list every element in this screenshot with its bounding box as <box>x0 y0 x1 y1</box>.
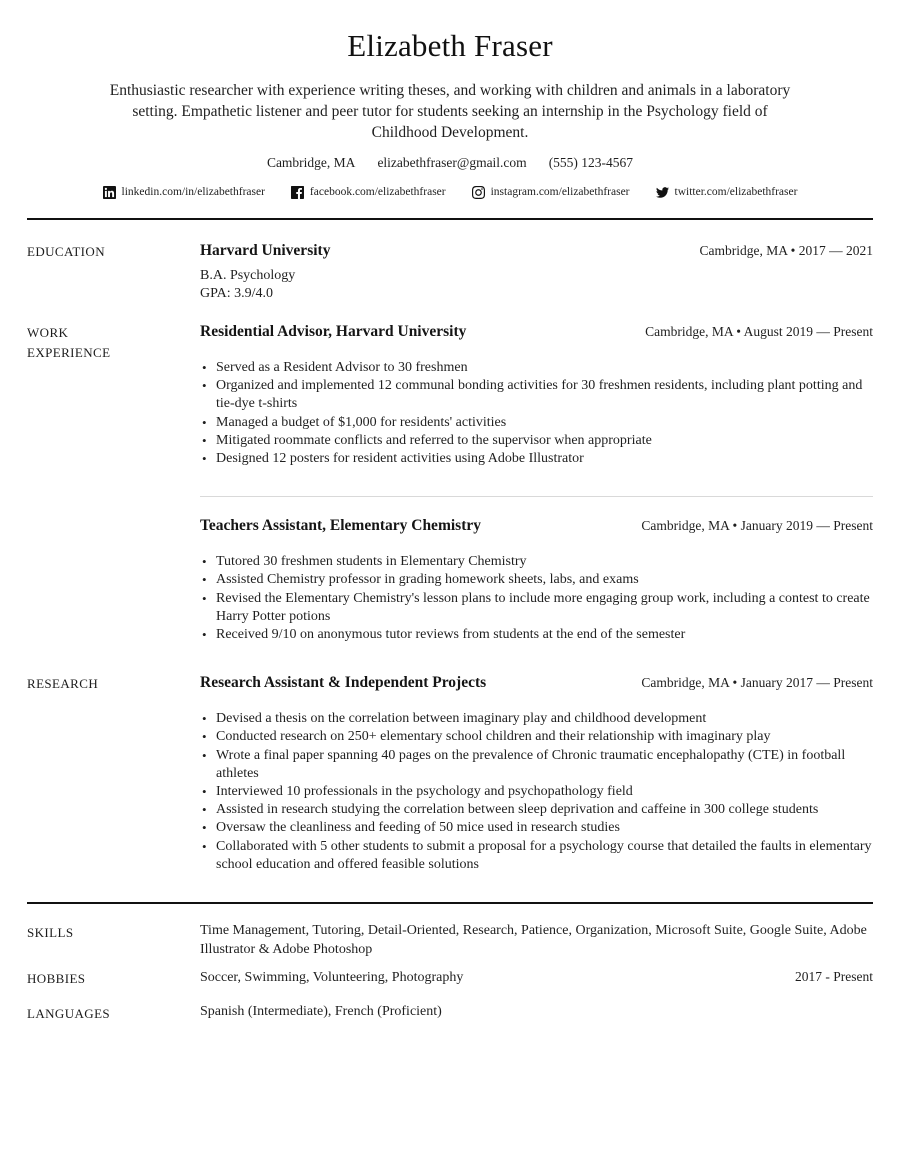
hobbies-date: 2017 - Present <box>795 969 873 985</box>
section-skills <box>27 922 873 959</box>
bullet-item: • Organized and implemented 12 communal bonding activities for 30 freshmen residents, including plant potting and tie-dye t-shirts <box>200 377 873 413</box>
instagram-icon <box>472 186 485 199</box>
work-entry-2-date: Cambridge, MA • January 2019 — Present <box>641 518 873 534</box>
section-label-work: WORK EXPERIENCE <box>27 325 111 360</box>
bullet-item: • Collaborated with 5 other students to submit a proposal for a psychology course that detailed the faults in elementary school education and offered feasible solutions <box>200 838 873 874</box>
work-entry-1 <box>200 321 873 468</box>
education-title: Harvard University <box>200 242 331 259</box>
social-instagram-label: instagram.com/elizabethfraser <box>490 186 630 198</box>
social-linkedin <box>103 184 265 200</box>
bullet-item: • Designed 12 posters for resident activities using Adobe Illustrator <box>200 450 873 468</box>
social-facebook-label: facebook.com/elizabethfraser <box>309 186 446 198</box>
hobbies-text: Soccer, Swimming, Volunteering, Photography <box>200 970 464 986</box>
section-education <box>27 240 873 303</box>
section-research <box>27 672 873 874</box>
languages-text: Spanish (Intermediate), French (Proficient) <box>200 1004 442 1020</box>
footer-divider <box>27 902 873 904</box>
section-label-research: RESEARCH <box>27 676 99 692</box>
work-entry-2 <box>200 515 873 644</box>
research-bullets <box>200 710 873 874</box>
contact-row <box>27 154 873 172</box>
work-entry-1-date: Cambridge, MA • August 2019 — Present <box>645 324 873 339</box>
facebook-icon <box>291 186 304 199</box>
research-date: Cambridge, MA • January 2017 — Present <box>641 675 873 691</box>
bullet-item: • Received 9/10 on anonymous tutor reviews from students at the end of the semester <box>200 626 873 644</box>
bullet-item: • Assisted Chemistry professor in grading homework sheets, labs, and exams <box>200 571 873 589</box>
work-entry-2-title: Teachers Assistant, Elementary Chemistry <box>200 517 481 535</box>
bullet-item: • Managed a budget of $1,000 for residents' activities <box>200 414 873 432</box>
summary-text: Enthusiastic researcher with experience writing theses, and working with children and animals in a laboratory setting. Empathetic listener and peer tutor for students seeking an internship in the Psychology field of Childhood Development. <box>109 82 791 141</box>
skills-text: Time Management, Tutoring, Detail-Oriented, Research, Patience, Organization, Microsoft Suite, Google Suite, Adobe Illustrator & Adobe Photoshop <box>200 923 867 957</box>
header-divider <box>27 218 873 220</box>
bullet-item: • Devised a thesis on the correlation between imaginary play and childhood development <box>200 710 873 728</box>
section-hobbies <box>27 968 873 989</box>
research-title: Research Assistant & Independent Projects <box>200 674 487 692</box>
education-degree: B.A. Psychology <box>200 268 296 283</box>
hobbies-row <box>200 968 873 989</box>
section-label-hobbies: HOBBIES <box>27 971 86 987</box>
bullet-item: • Mitigated roommate conflicts and referred to the supervisor when appropriate <box>200 432 873 450</box>
bullet-item: • Conducted research on 250+ elementary school children and their relationship with imaginary play <box>200 728 873 746</box>
resume-header <box>27 28 873 200</box>
entry-divider <box>200 496 873 497</box>
bullet-item: • Revised the Elementary Chemistry's lesson plans to include more engaging group work, including a contest to create Harry Potter potions <box>200 590 873 626</box>
contact-email: elizabethfraser@gmail.com <box>377 155 527 170</box>
social-linkedin-label: linkedin.com/in/elizabethfraser <box>121 186 265 198</box>
bullet-item: • Tutored 30 freshmen students in Elementary Chemistry <box>200 553 873 571</box>
work-entry-2-head <box>200 515 873 536</box>
work-entry-1-title: Residential Advisor, Harvard University <box>200 323 467 340</box>
research-body <box>200 672 873 874</box>
work-entry-1-bullets <box>200 359 873 468</box>
social-facebook <box>291 184 446 200</box>
research-entry-head <box>200 672 873 693</box>
contact-phone: (555) 123-4567 <box>548 155 634 170</box>
section-label-education: EDUCATION <box>27 244 105 259</box>
contact-location: Cambridge, MA <box>266 155 356 170</box>
linkedin-icon <box>103 186 116 199</box>
social-twitter <box>656 184 798 200</box>
work-entry-1-head <box>200 321 873 342</box>
education-date: Cambridge, MA • 2017 — 2021 <box>699 243 873 258</box>
bullet-item: • Assisted in research studying the correlation between sleep deprivation and caffeine in 300 college students <box>200 801 873 819</box>
education-entry-head <box>200 240 873 261</box>
bullet-item: • Interviewed 10 professionals in the psychology and psychopathology field <box>200 783 873 801</box>
work-entry-2-bullets <box>200 553 873 644</box>
bullet-item: • Served as a Resident Advisor to 30 freshmen <box>200 359 873 377</box>
social-instagram <box>472 184 630 200</box>
bullet-item: • Wrote a final paper spanning 40 pages on the prevalence of Chronic traumatic encephalopathy (CTE) in football athletes <box>200 747 873 783</box>
bullet-item: • Oversaw the cleanliness and feeding of 50 mice used in research studies <box>200 819 873 837</box>
section-work-experience <box>27 321 873 644</box>
social-twitter-label: twitter.com/elizabethfraser <box>674 186 798 198</box>
section-label-languages: LANGUAGES <box>27 1006 111 1022</box>
social-row <box>27 184 873 200</box>
education-gpa: GPA: 3.9/4.0 <box>200 286 274 301</box>
section-languages <box>27 1003 873 1024</box>
work-body <box>200 321 873 644</box>
education-body <box>200 240 873 303</box>
person-name: Elizabeth Fraser <box>347 28 553 63</box>
twitter-icon <box>656 186 669 199</box>
section-label-skills: SKILLS <box>27 925 74 941</box>
